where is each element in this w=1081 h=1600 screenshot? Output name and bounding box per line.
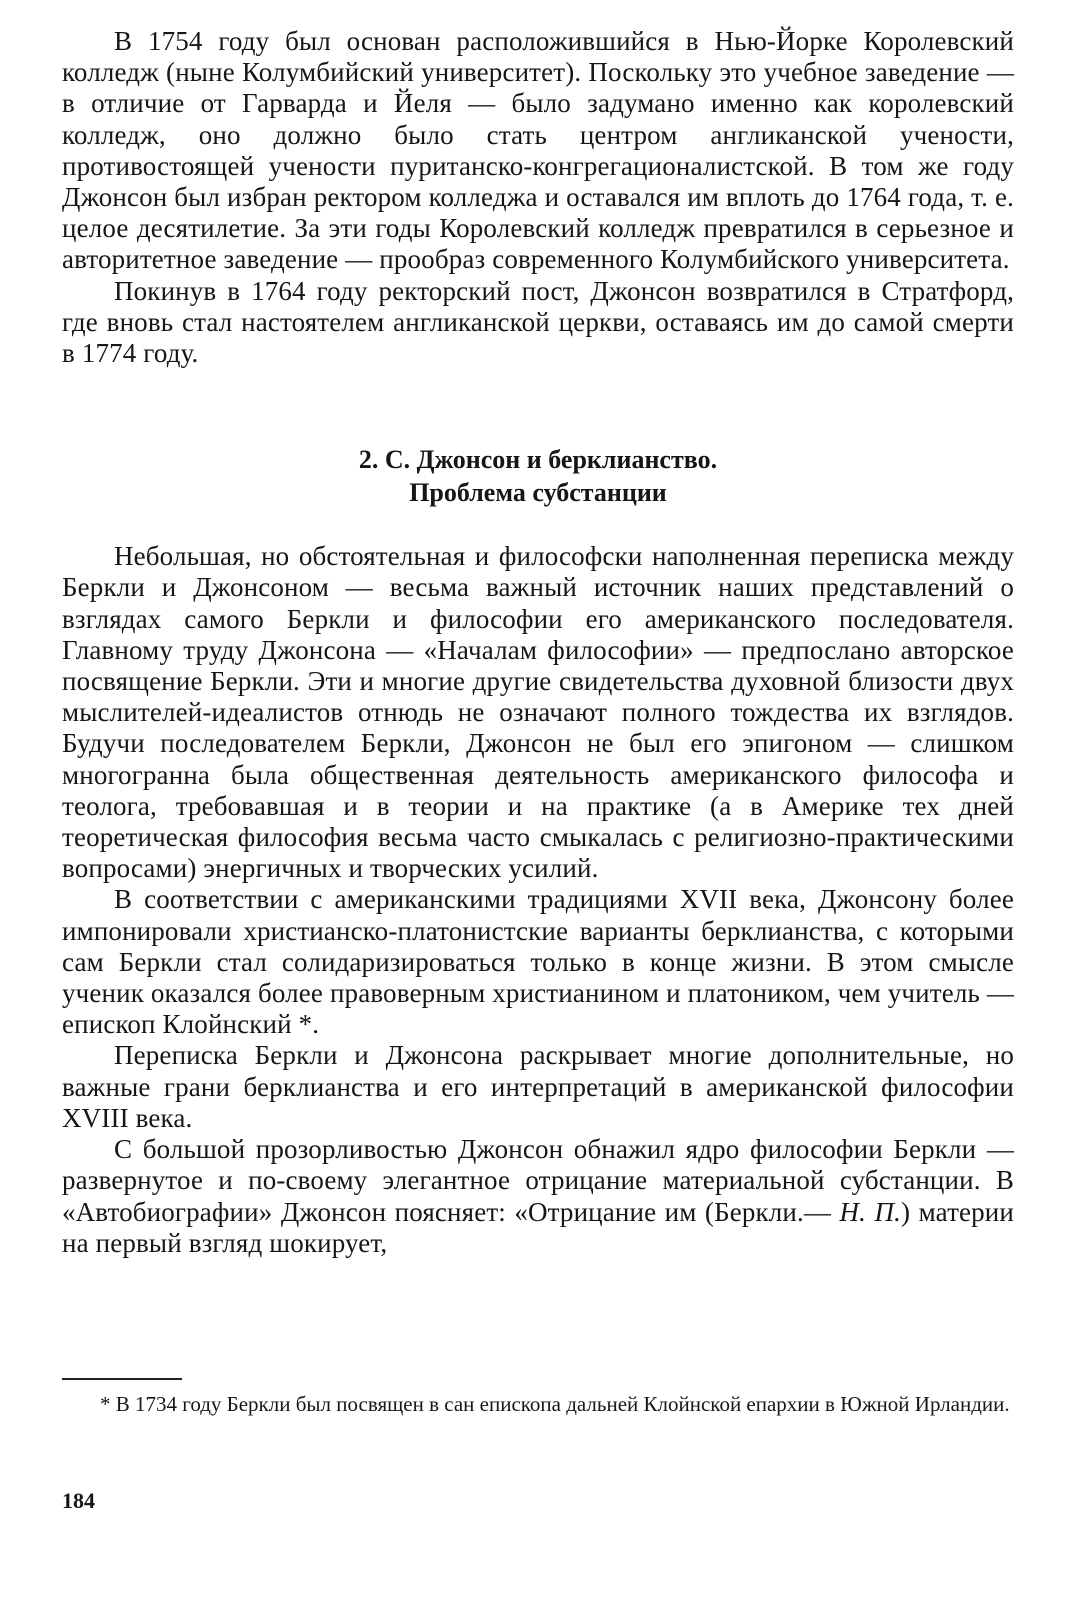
substance-text-start: С большой прозорливостью Джонсон обнажил ядро философии Беркли — развернутое и по-своему элегантное отрицание материальной субстанции. В «Автобиографии» Джонсон поясняет: «Отрицание им (Беркли.— <box>62 1134 1014 1227</box>
page-body <box>62 26 1014 1259</box>
author-initials: Н. П. <box>839 1196 902 1227</box>
section-heading-line-2: Проблема субстанции <box>409 478 667 508</box>
substance-text-end: ) материи на первый взгляд шокирует, <box>62 1196 1015 1258</box>
paragraph-kings-college: В 1754 году был основан расположившийся в Нью-Йорке Королевский колледж (ныне Колумбийский университет). Поскольку это учебное заведение — в отличие от Гарварда и Йеля — было задумано именно как королевский колледж, оно должно было стать центром англиканской учености, противостоящей учености пуританско-конгрегационалистской. В том же году Джонсон был избран ректором колледжа и оставался им вплоть до 1764 года, т. е. целое десятилетие. За эти годы Королевский колледж превратился в серьезное и авторитетное заведение — прообраз современного Колумбийского университета. <box>62 26 1014 275</box>
paragraph-traditions: В соответствии с американскими традициями XVII века, Джонсону более импонировали христианско-платонистские варианты берклианства, с которыми сам Беркли стал солидаризироваться только в конце жизни. В этом смысле ученик оказался более правоверным христианином и платоником, чем учитель — епископ Клойнский *. <box>62 884 1014 1040</box>
paragraph-correspondence: Небольшая, но обстоятельная и философски наполненная переписка между Беркли и Джонсоном — весьма важный источник наших представлений о взглядах самого Беркли и философии его американского последователя. Главному труду Джонсона — «Началам философии» — предпослано авторское посвящение Беркли. Эти и многие другие свидетельства духовной близости двух мыслителей-идеалистов отнюдь не означают полного тождества их взглядов. Будучи последователем Беркли, Джонсон не был его эпигоном — слишком многогранна была общественная деятельность американского философа и теолога, требовавшая и в теории и на практике (а в Америке тех дней теоретическая философия весьма часто смыкалась с религиозно-практическими вопросами) энергичных и творческих усилий. <box>62 541 1014 884</box>
section-heading <box>62 443 1014 509</box>
section-heading-line-1: 2. С. Джонсон и берклианство. <box>358 445 718 475</box>
paragraph-facets: Переписка Беркли и Джонсона раскрывает многие дополнительные, но важные грани берклианства и его интерпретаций в американской философии XVIII века. <box>62 1040 1014 1133</box>
paragraph-stratford: Покинув в 1764 году ректорский пост, Джонсон возвратился в Стратфорд, где вновь стал настоятелем англиканской церкви, оставаясь им до самой смерти в 1774 году. <box>62 275 1014 369</box>
footnote: * В 1734 году Беркли был посвящен в сан епископа дальней Клойнской епархии в Южной Ирландии. <box>100 1392 1010 1416</box>
paragraph-substance <box>62 1134 1014 1259</box>
footnote-divider <box>62 1378 182 1380</box>
page-number: 184 <box>62 1488 95 1513</box>
